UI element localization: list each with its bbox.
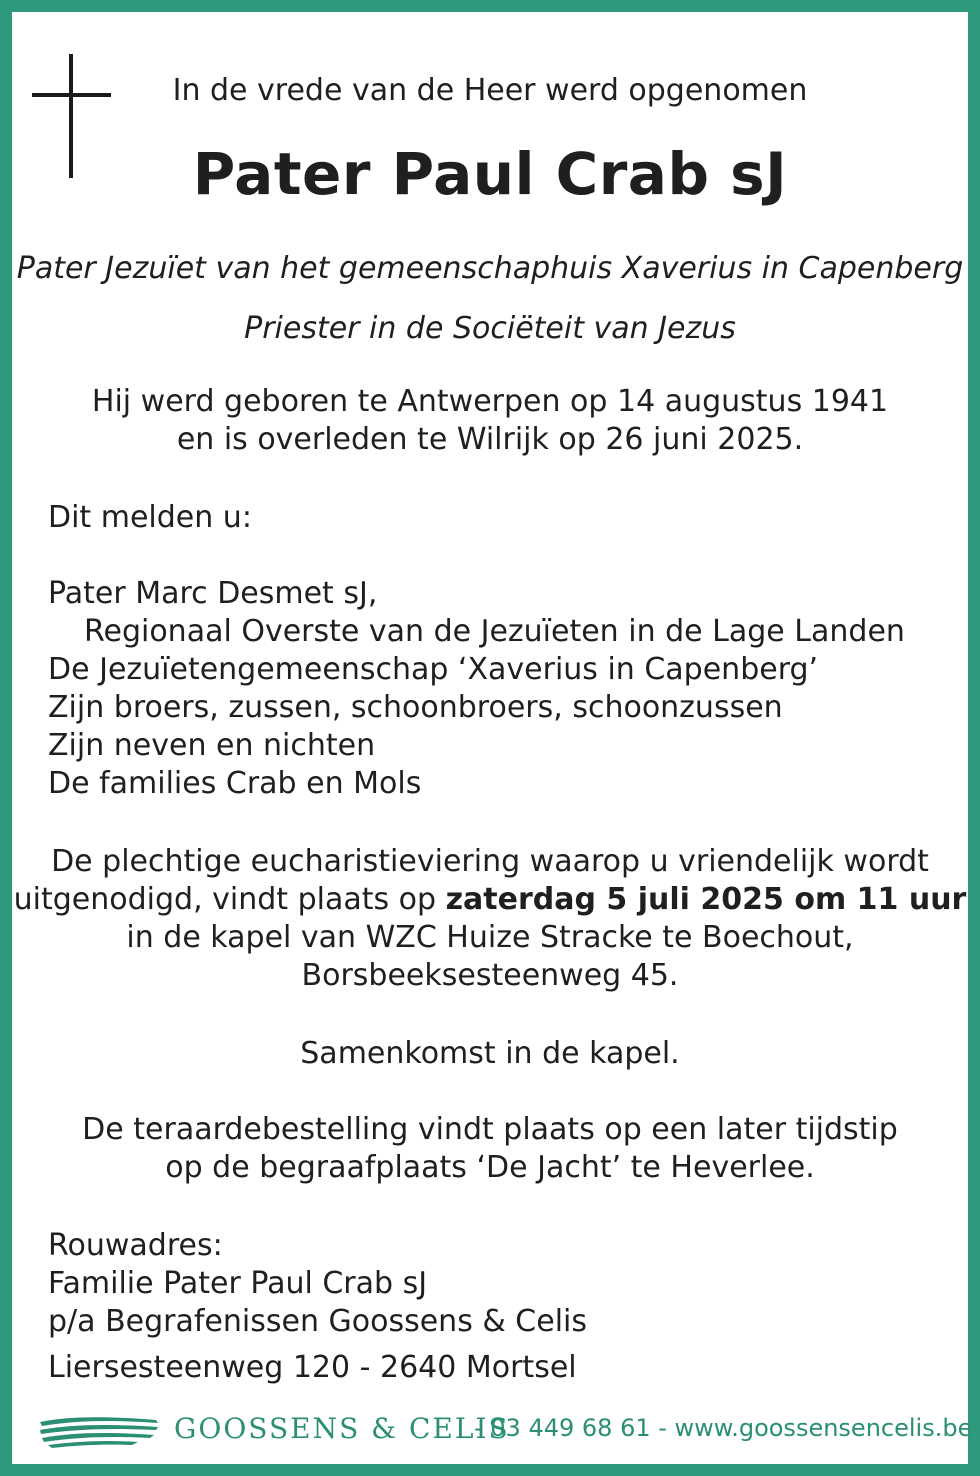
ceremony-line-1: De plechtige eucharistieviering waarop u vriendelijk wordt <box>51 844 929 879</box>
birth-line-2: en is overleden te Wilrijk op 26 juni 2025. <box>176 422 804 457</box>
subtitle-2: Priester in de Sociëteit van Jezus <box>244 311 736 346</box>
mourner-line: Pater Marc Desmet sJ, <box>48 576 378 611</box>
brand-name: GOOSSENS & CELIS <box>174 1412 510 1445</box>
address-line: p/a Begrafenissen Goossens & Celis <box>48 1304 587 1339</box>
contact-info: - 03 449 68 61 - www.goossensencelis.be <box>474 1414 973 1442</box>
birth-line-1: Hij werd geboren te Antwerpen op 14 augustus 1941 <box>91 384 889 419</box>
mourner-line: Zijn broers, zussen, schoonbroers, schoonzussen <box>48 690 783 725</box>
deceased-name: Pater Paul Crab sJ <box>192 140 788 208</box>
ceremony-date: zaterdag 5 juli 2025 om 11 uur <box>445 882 967 917</box>
ceremony-line-2-text: uitgenodigd, vindt plaats op <box>13 882 446 917</box>
burial-line-2: op de begraafplaats ‘De Jacht’ te Heverlee. <box>165 1150 815 1185</box>
mourner-line: Zijn neven en nichten <box>48 728 376 763</box>
ceremony-line-2 <box>0 881 980 919</box>
address-line: Liersesteenweg 120 - 2640 Mortsel <box>48 1350 577 1385</box>
mourner-line: De families Crab en Mols <box>48 766 422 801</box>
burial-line-1: De teraardebestelling vindt plaats op een later tijdstip <box>82 1112 898 1147</box>
ceremony-line-4: Borsbeeksesteenweg 45. <box>301 958 679 993</box>
address-line: Familie Pater Paul Crab sJ <box>48 1266 428 1301</box>
ceremony-line-3: in de kapel van WZC Huize Stracke te Boechout, <box>126 920 854 955</box>
announce-intro: Dit melden u: <box>48 500 252 535</box>
intro-text: In de vrede van de Heer werd opgenomen <box>172 73 808 108</box>
waves-logo-icon <box>38 1414 162 1448</box>
subtitle-1: Pater Jezuïet van het gemeenschaphuis Xaverius in Capenberg <box>16 251 964 286</box>
gathering-text: Samenkomst in de kapel. <box>300 1036 680 1071</box>
address-label: Rouwadres: <box>48 1228 223 1263</box>
mourner-line: Regionaal Overste van de Jezuïeten in de Lage Landen <box>84 614 905 649</box>
mourner-line: De Jezuïetengemeenschap ‘Xaverius in Capenberg’ <box>48 652 819 687</box>
